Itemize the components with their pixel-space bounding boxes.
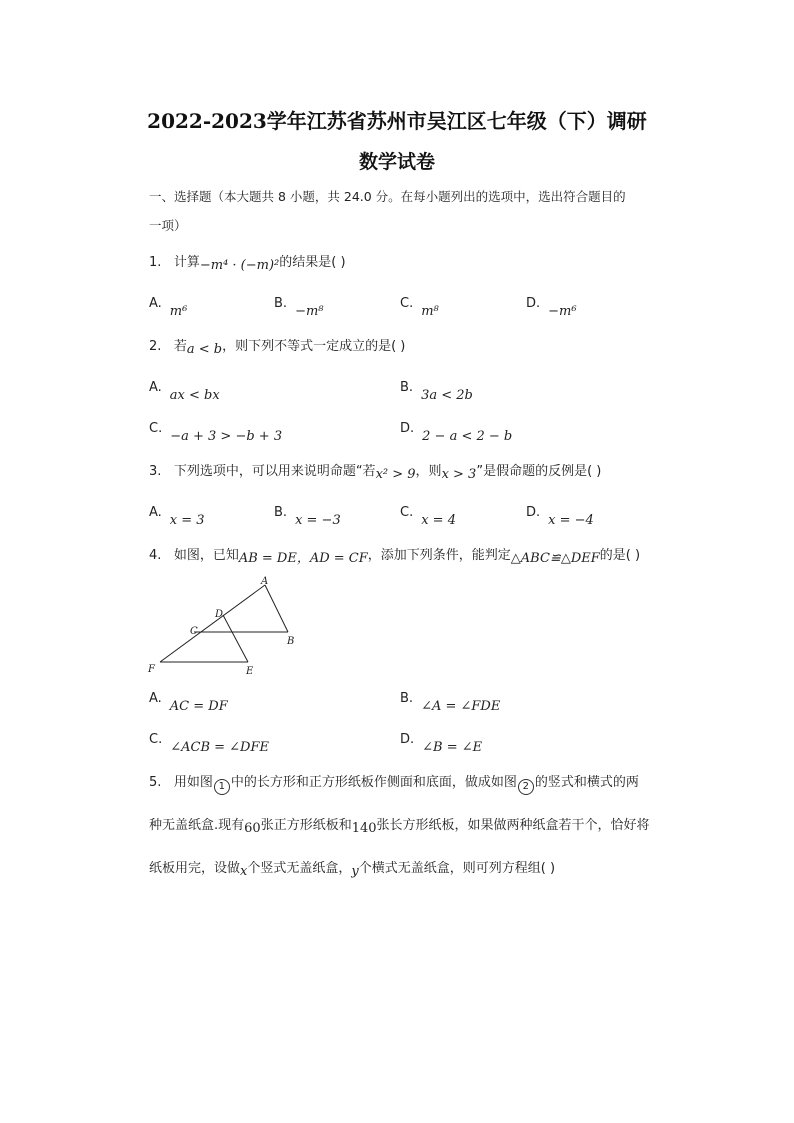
question-text: ，添加下列条件，能判定: [367, 548, 511, 563]
page-subtitle: 数学试卷: [358, 151, 435, 173]
option-value: −a + 3 > −b + 3: [170, 429, 283, 444]
point-label-d: D: [215, 609, 224, 620]
question-number: 1.: [149, 255, 162, 270]
option-a[interactable]: [149, 380, 220, 403]
math-number: 60: [244, 821, 261, 836]
option-value: ∠A = ∠FDE: [421, 699, 501, 714]
question-number: 4.: [149, 548, 162, 563]
option-b[interactable]: [400, 691, 501, 714]
question-text: 如图，已知: [173, 548, 239, 563]
question-text: 的是( ): [599, 548, 641, 563]
question-text: 张正方形纸板和: [260, 818, 352, 833]
option-label: D.: [400, 421, 415, 436]
option-label: C.: [149, 421, 163, 436]
option-d[interactable]: [400, 421, 513, 444]
option-label: A.: [149, 691, 162, 706]
option-b[interactable]: [274, 296, 324, 319]
math-expression: x² > 9: [375, 467, 416, 482]
question-text: 若: [173, 339, 187, 354]
option-label: B.: [400, 691, 414, 706]
question-3: [149, 460, 602, 482]
option-b[interactable]: [400, 380, 473, 403]
question-2: [149, 335, 406, 357]
option-c[interactable]: [400, 296, 439, 319]
option-value: x = 3: [169, 513, 205, 528]
option-value: AC = DF: [169, 699, 228, 714]
option-d[interactable]: [526, 296, 577, 319]
math-expression: −m⁴ · (−m)²: [199, 258, 280, 273]
option-value: −m⁸: [295, 304, 324, 319]
math-number: 140: [351, 821, 377, 836]
question-text: 张长方形纸板，如果做两种纸盒若干个，恰好将: [376, 818, 650, 833]
option-label: D.: [526, 296, 541, 311]
point-label-f: F: [148, 664, 155, 675]
option-label: D.: [400, 732, 415, 747]
option-label: C.: [400, 296, 414, 311]
option-value: m⁶: [169, 304, 188, 319]
option-label: B.: [274, 505, 288, 520]
option-value: x = −3: [295, 513, 341, 528]
option-a[interactable]: [149, 296, 188, 319]
circled-number-2: 2: [518, 779, 534, 795]
option-label: A.: [149, 296, 162, 311]
option-c[interactable]: [400, 505, 456, 528]
line-ab: [265, 585, 288, 632]
math-expression: x > 3: [441, 467, 477, 482]
math-expression: AB = DE，AD = CF: [238, 551, 368, 566]
point-label-a: A: [261, 576, 269, 587]
question-5-line2: [149, 814, 650, 836]
option-value: −m⁶: [548, 304, 577, 319]
line-af: [160, 585, 265, 662]
question-text: ”是假命题的反例是( ): [476, 464, 602, 479]
math-expression: △ABC≌△DEF: [510, 551, 600, 566]
option-label: B.: [400, 380, 414, 395]
question-1: [149, 251, 346, 273]
point-label-e: E: [246, 666, 254, 677]
option-d[interactable]: [400, 732, 483, 755]
math-expression: a < b: [186, 342, 223, 357]
question-number: 3.: [149, 464, 162, 479]
circled-number-1: 1: [214, 779, 230, 795]
question-text: 纸板用完，设做: [149, 861, 241, 876]
question-5-line1: [149, 771, 639, 792]
section-header-line2: 一项）: [149, 218, 187, 233]
option-value: ∠ACB = ∠DFE: [170, 740, 269, 755]
question-text: 个竖式无盖纸盒，: [247, 861, 352, 876]
question-text: 用如图: [173, 775, 213, 790]
question-text: 个横式无盖纸盒，则可列方程组( ): [358, 861, 556, 876]
option-label: C.: [149, 732, 163, 747]
question-text: 种无盖纸盒.现有: [149, 818, 245, 833]
point-label-c: C: [190, 626, 198, 637]
option-value: 3a < 2b: [421, 388, 473, 403]
option-value: 2 − a < 2 − b: [422, 429, 513, 444]
point-label-b: B: [287, 636, 295, 647]
option-label: B.: [274, 296, 288, 311]
math-variable: x: [240, 864, 248, 879]
question-text: 的结果是( ): [279, 255, 346, 270]
question-text: 中的长方形和正方形纸板作侧面和底面，做成如图: [230, 775, 517, 790]
question-4: [149, 544, 641, 566]
option-a[interactable]: [149, 691, 228, 714]
option-b[interactable]: [274, 505, 341, 528]
question-text: 计算: [173, 255, 200, 270]
question-text: ，则: [415, 464, 442, 479]
question-number: 2.: [149, 339, 162, 354]
question-text: 下列选项中，可以用来说明命题“若: [173, 464, 376, 479]
option-value: ax < bx: [169, 388, 220, 403]
option-c[interactable]: [149, 421, 283, 444]
triangle-figure: [140, 572, 310, 682]
option-d[interactable]: [526, 505, 594, 528]
option-value: ∠B = ∠E: [422, 740, 483, 755]
question-text: 的竖式和横式的两: [534, 775, 639, 790]
option-a[interactable]: [149, 505, 205, 528]
option-c[interactable]: [149, 732, 269, 755]
question-5-line3: [149, 857, 556, 879]
math-variable: y: [351, 864, 359, 879]
section-header-line1: 一、选择题（本大题共 8 小题，共 24.0 分。在每小题列出的选项中，选出符合题目的: [149, 189, 626, 204]
option-value: m⁸: [421, 304, 439, 319]
option-label: A.: [149, 380, 162, 395]
page-title: 2022-2023学年江苏省苏州市吴江区七年级（下）调研: [147, 109, 647, 133]
option-value: x = 4: [421, 513, 456, 528]
question-number: 5.: [149, 775, 162, 790]
question-text: ，则下列不等式一定成立的是( ): [222, 339, 406, 354]
option-label: C.: [400, 505, 414, 520]
option-label: A.: [149, 505, 162, 520]
line-de: [223, 615, 248, 662]
option-label: D.: [526, 505, 541, 520]
option-value: x = −4: [548, 513, 594, 528]
